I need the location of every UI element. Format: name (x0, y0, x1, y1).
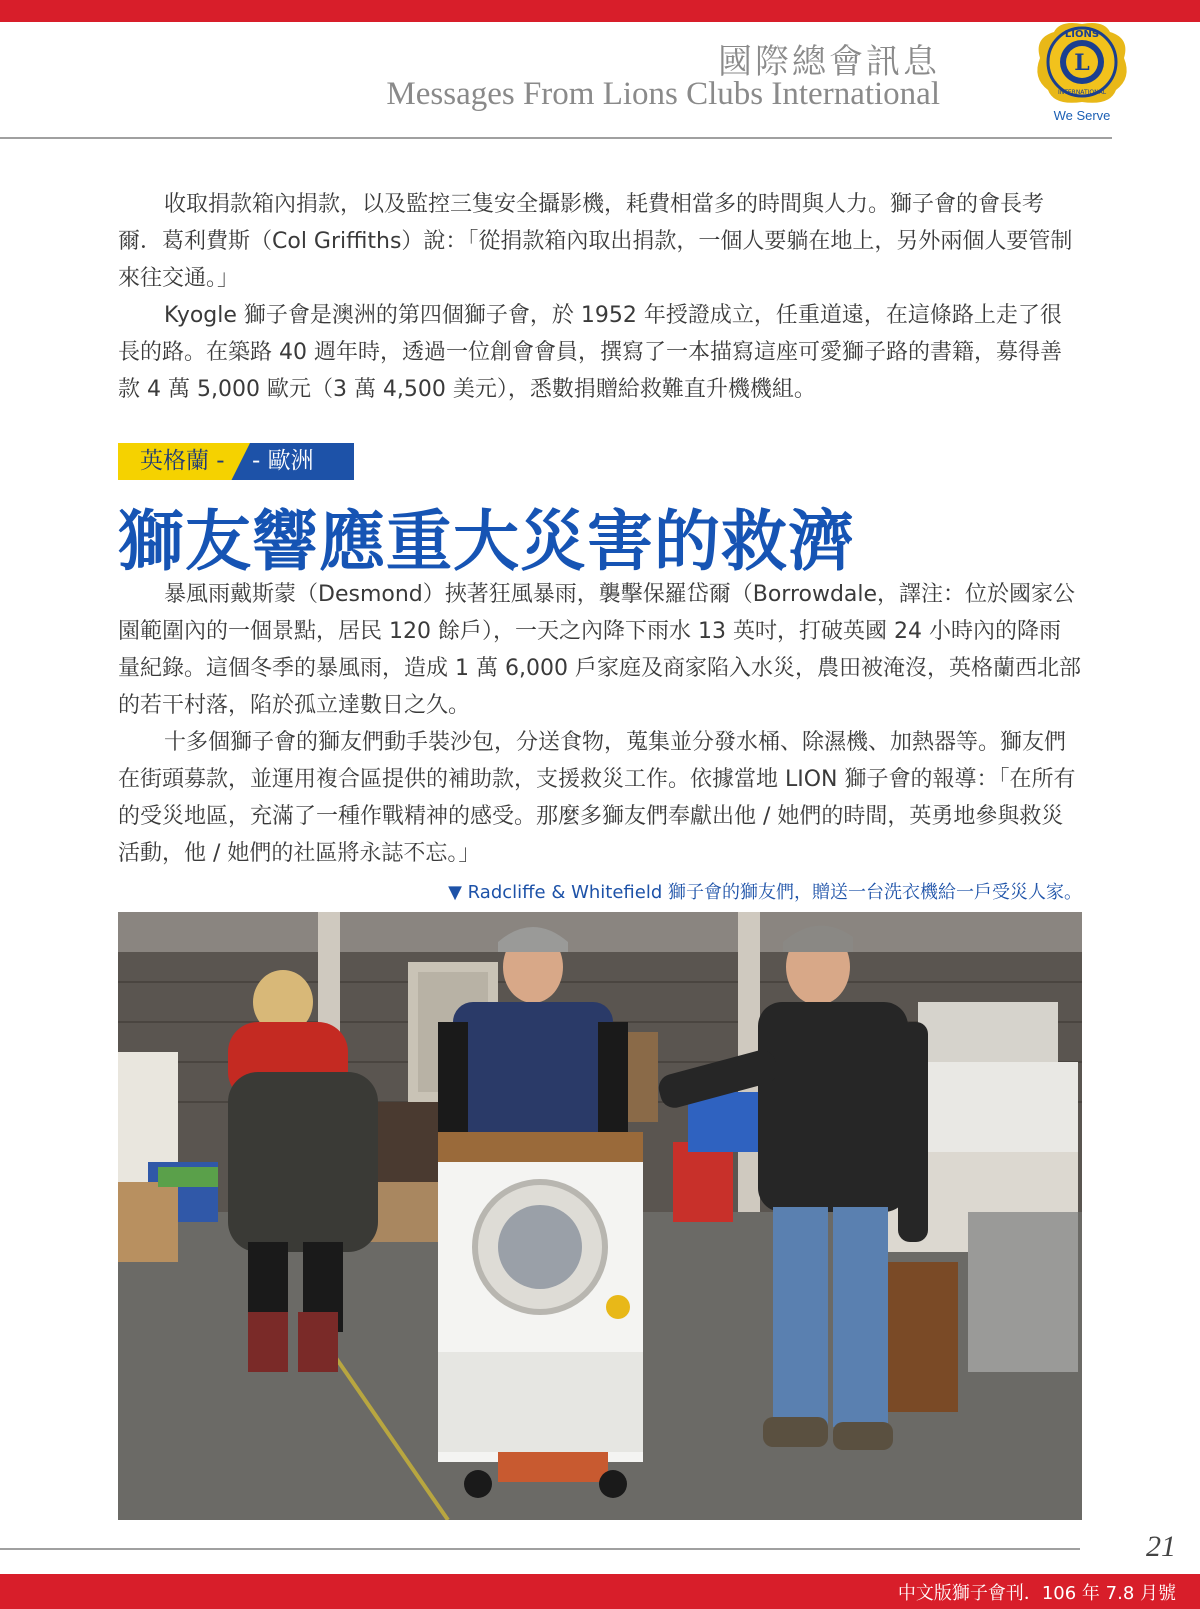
article-headline: 獅友響應重大災害的救濟 (118, 502, 855, 580)
footer-divider (0, 1548, 1080, 1550)
article-paragraph-1: 暴風雨戴斯蒙（Desmond）挾著狂風暴雨，襲擊保羅岱爾（Borrowdale，譯注：位於國家公園範圍內的一個景點，居民 120 餘戶），一天之內降下雨水 13 英吋，打破英國 24 小時內的降雨量紀錄。這個冬季的暴風雨，造成 1 萬 6,000 戶家庭及商家陷入水災，農田被淹沒，英格蘭西北部的若干村落，陷於孤立達數日之久。 (118, 582, 1081, 718)
page-number: 21 (1146, 1530, 1176, 1563)
section-title-zh: 國際總會訊息 (718, 42, 940, 82)
intro-text (118, 186, 1082, 408)
logo-top-text: LIONS (1064, 29, 1100, 40)
intro-paragraph-2: Kyogle 獅子會是澳洲的第四個獅子會，於 1952 年授證成立，任重道遠，在這條路上走了很長的路。在築路 40 週年時，透過一位創會會員，撰寫了一本描寫這座可愛獅子路的書籍，募得善款 4 萬 5,000 歐元（3 萬 4,500 美元），悉數捐贈給救難直升機機組。 (118, 303, 1062, 402)
top-red-bar (0, 0, 1200, 22)
header-divider (0, 137, 1112, 139)
article-paragraph-2: 十多個獅子會的獅友們動手裝沙包，分送食物，蒐集並分發水桶、除濕機、加熱器等。獅友們在街頭募款，並運用複合區提供的補助款，支援救災工作。依據當地 LION 獅子會的報導：「在所有的受災地區，充滿了一種作戰精神的感受。那麼多獅友們奉獻出他 / 她們的時間，英勇地參與救災活動，他 / 她們的社區將永誌不忘。」 (118, 730, 1076, 866)
logo-bottom-text: INTERNATIONAL (1057, 89, 1107, 96)
region-country: 英格蘭 - (140, 448, 225, 474)
intro-paragraph-1: 收取捐款箱內捐款，以及監控三隻安全攝影機，耗費相當多的時間與人力。獅子會的會長考爾．葛利費斯（Col Griffiths）說：「從捐款箱內取出捐款，一個人要躺在地上，另外兩個人要管制來往交通。」 (118, 192, 1073, 291)
logo-tagline: We Serve (1053, 108, 1111, 123)
logo-letter: L (1074, 50, 1090, 76)
region-tag (118, 443, 354, 480)
lions-logo-icon (1030, 18, 1134, 126)
photo-caption: ▼ Radcliffe & Whitefield 獅子會的獅友們，贈送一台洗衣機給一戶受災人家。 (448, 882, 1082, 903)
region-continent: - 歐洲 (252, 448, 314, 474)
article-photo (118, 912, 1082, 1520)
section-title-en: Messages From Lions Clubs International (386, 76, 940, 112)
article-text (118, 576, 1082, 872)
publication-info: 中文版獅子會刊．106 年 7.8 月號 (897, 1583, 1176, 1604)
